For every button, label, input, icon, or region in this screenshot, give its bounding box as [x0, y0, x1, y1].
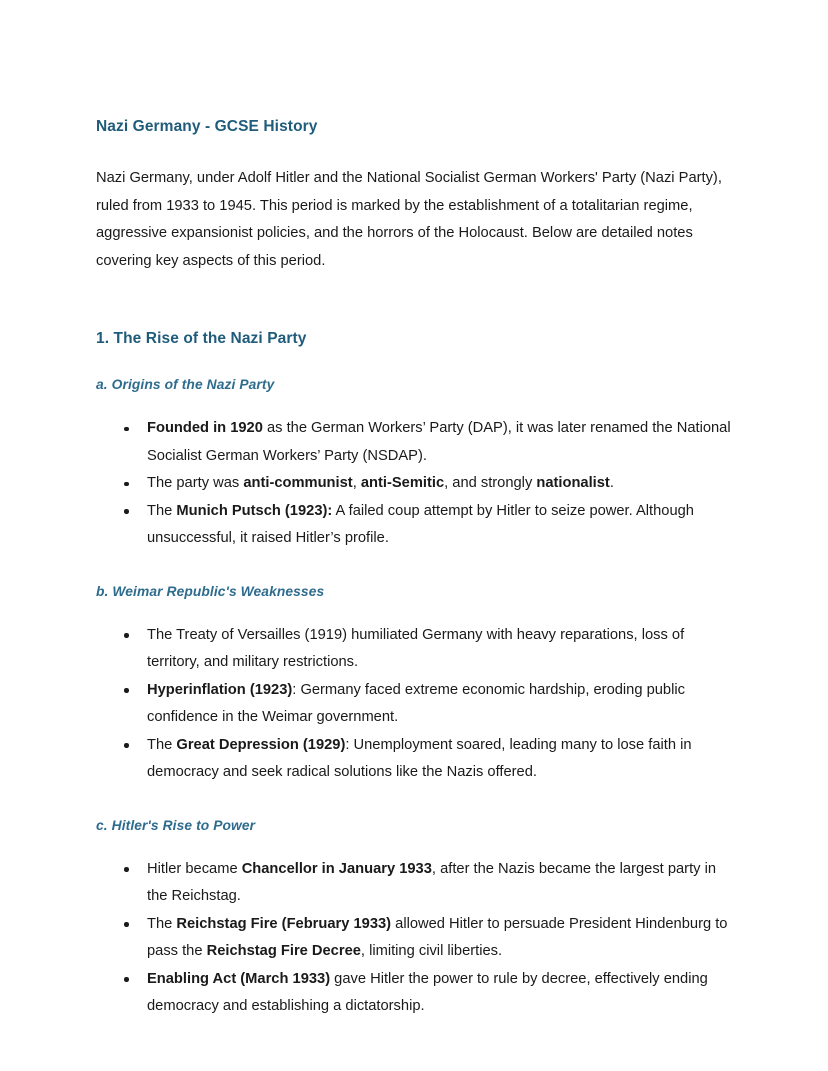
body-text: The	[147, 502, 177, 519]
page-title: Nazi Germany - GCSE History	[96, 118, 318, 135]
body-text: .	[609, 475, 614, 491]
emphasis-text: nationalist	[536, 475, 610, 491]
emphasis-text: Reichstag Fire Decree	[206, 943, 361, 959]
list-item	[96, 470, 732, 498]
subsection-heading-b: b. Weimar Republic's Weaknesses	[96, 583, 325, 599]
body-text: Hitler became	[147, 860, 242, 877]
list-item	[96, 856, 732, 911]
body-text: as the German Workers’ Party (DAP), it was later renamed the National Socialist German Workers’ Party (NSDAP).	[147, 420, 731, 464]
body-text: , limiting civil liberties.	[360, 943, 503, 959]
emphasis-text: Founded in 1920	[147, 420, 263, 436]
emphasis-text: anti-Semitic	[360, 475, 445, 491]
document-content	[96, 0, 732, 1021]
emphasis-text: anti-communist	[243, 475, 353, 491]
list-item	[96, 622, 732, 677]
emphasis-text: Enabling Act (March 1933)	[147, 970, 331, 987]
bullet-list-a	[96, 394, 732, 553]
list-item	[96, 677, 732, 732]
body-text: The party was	[147, 475, 244, 491]
emphasis-text: Reichstag Fire (February 1933)	[176, 915, 392, 932]
emphasis-text: Munich Putsch (1923):	[176, 502, 333, 519]
body-text: : Unemployment soared, leading many to lose faith in democracy and seek radical solutions like the Nazis offered.	[147, 736, 692, 780]
emphasis-text: Chancellor in January 1933	[241, 860, 432, 877]
body-text: allowed Hitler to persuade President Hindenburg to pass the	[147, 915, 728, 959]
body-text: The	[147, 736, 177, 753]
body-text: : Germany faced extreme economic hardship, eroding public confidence in the Weimar government.	[147, 681, 685, 725]
list-item	[96, 415, 732, 470]
list-item	[96, 911, 732, 966]
intro-paragraph: Nazi Germany, under Adolf Hitler and the National Socialist German Workers' Party (Nazi Party), ruled from 1933 to 1945. This period is marked by the establishment of a totalitarian regime, aggressive expansionist policies, and the horrors of the Holocaust. Below are detailed notes covering key aspects of this period.	[96, 170, 722, 269]
body-text: gave Hitler the power to rule by decree, effectively ending democracy and establishing a dictatorship.	[147, 970, 708, 1014]
body-text: A failed coup attempt by Hitler to seize power. Although unsuccessful, it raised Hitler’s profile.	[147, 502, 694, 546]
body-text: , after the Nazis became the largest party in the Reichstag.	[147, 860, 717, 904]
body-text: ,	[352, 475, 361, 491]
list-item	[96, 966, 732, 1021]
subsection-heading-a: a. Origins of the Nazi Party	[96, 377, 275, 392]
section-heading-1: 1. The Rise of the Nazi Party	[96, 330, 307, 347]
list-item	[96, 498, 732, 553]
bullet-list-c	[96, 835, 732, 1021]
body-text: The	[147, 915, 177, 932]
emphasis-text: Great Depression (1929)	[176, 736, 346, 753]
body-text: , and strongly	[444, 475, 537, 491]
emphasis-text: Hyperinflation (1923)	[147, 681, 293, 698]
bullet-list-b	[96, 601, 732, 787]
subsection-heading-c: c. Hitler's Rise to Power	[96, 817, 256, 833]
list-item	[96, 732, 732, 787]
body-text: The Treaty of Versailles (1919) humiliated Germany with heavy reparations, loss of territory, and military restrictions.	[147, 626, 685, 670]
